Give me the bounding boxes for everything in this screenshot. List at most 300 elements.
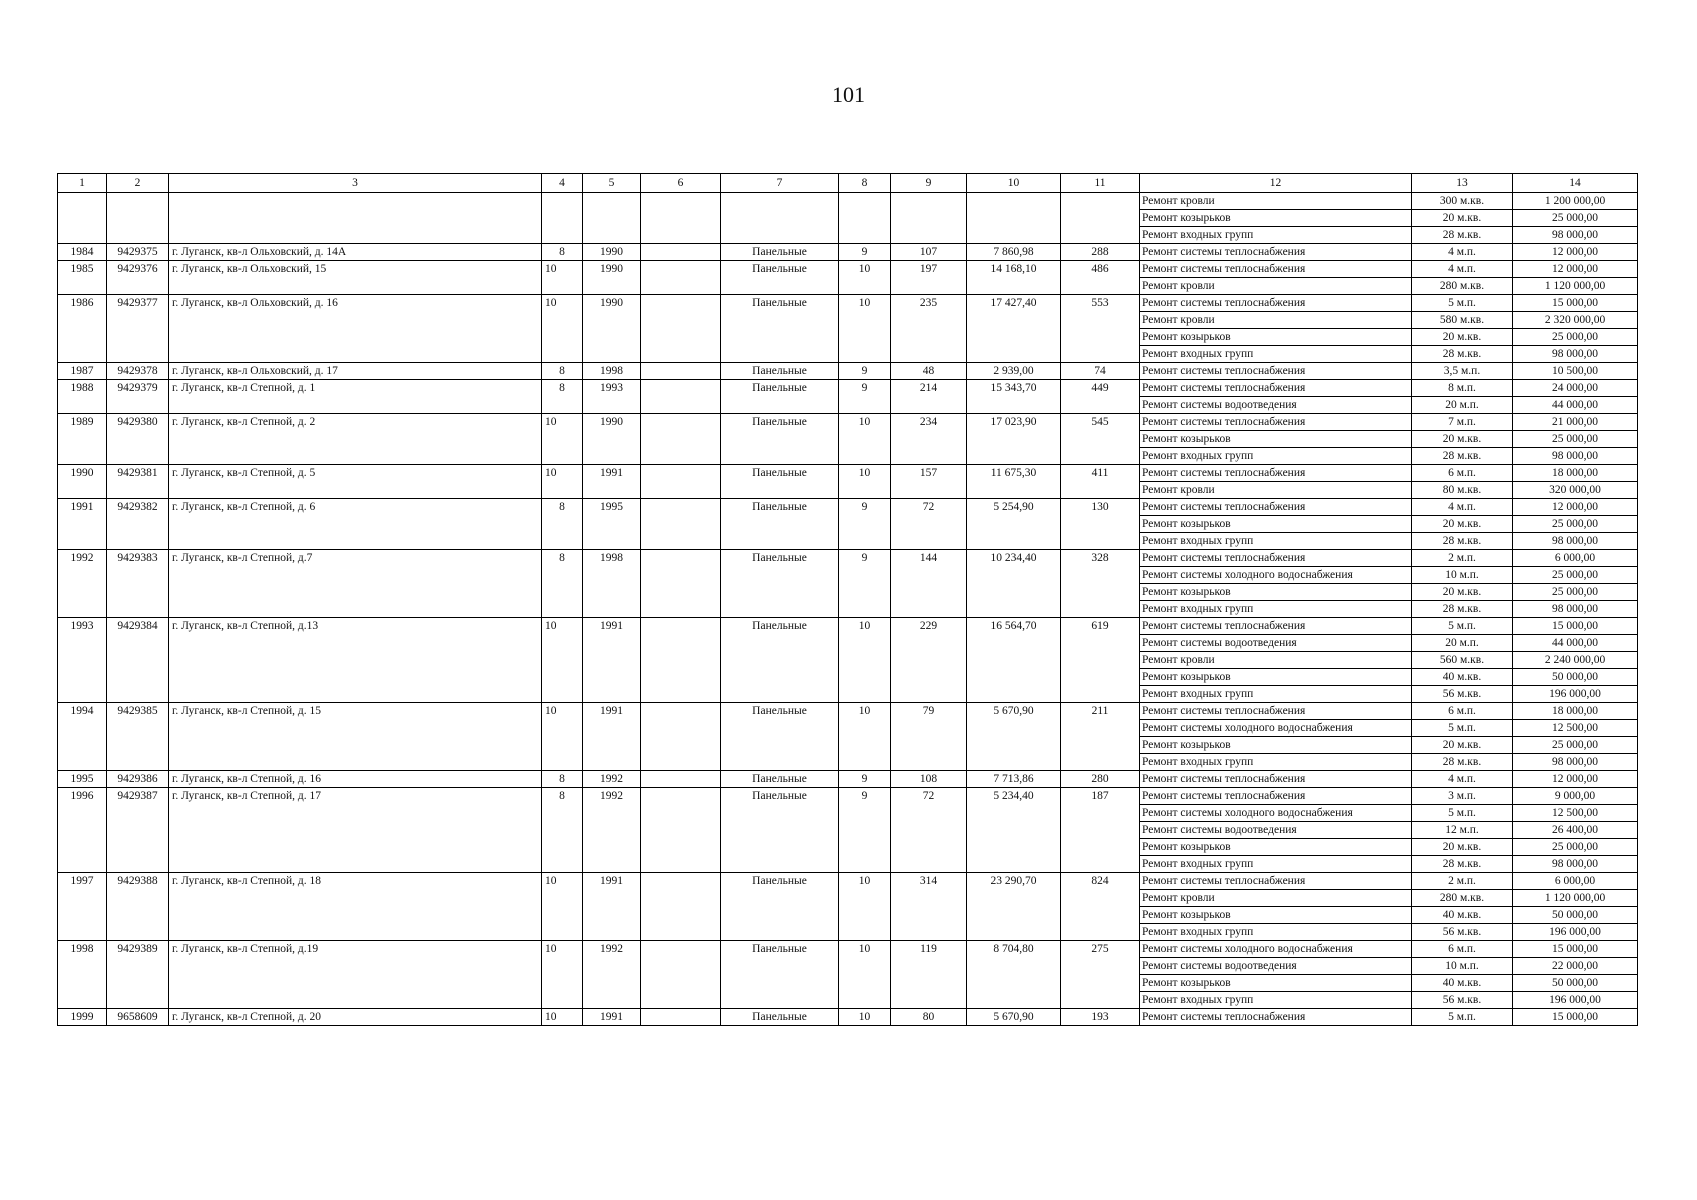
col11-value: 328 (1061, 550, 1140, 618)
col4-value: 10 (542, 703, 583, 771)
address: г. Луганск, кв-л Степной, д. 5 (169, 465, 542, 499)
work-name: Ремонт системы холодного водоснабжения (1140, 941, 1412, 958)
col8-value: 10 (839, 703, 891, 771)
building-code: 9429385 (107, 703, 169, 771)
wall-material: Панельные (721, 414, 839, 465)
table-row (58, 380, 1638, 397)
col6-value (641, 465, 721, 499)
col8-value: 9 (839, 380, 891, 414)
col6-value (641, 261, 721, 295)
work-quantity: 20 м.кв. (1412, 431, 1513, 448)
col9-value (891, 193, 967, 244)
table-row (58, 788, 1638, 805)
col5-value: 1993 (583, 380, 641, 414)
work-name: Ремонт системы теплоснабжения (1140, 295, 1412, 312)
work-quantity: 6 м.п. (1412, 465, 1513, 482)
col11-value: 130 (1061, 499, 1140, 550)
col9-value: 197 (891, 261, 967, 295)
work-name: Ремонт системы теплоснабжения (1140, 244, 1412, 261)
col6-value (641, 1009, 721, 1026)
work-cost: 12 500,00 (1513, 720, 1638, 737)
work-quantity: 28 м.кв. (1412, 533, 1513, 550)
work-cost: 320 000,00 (1513, 482, 1638, 499)
wall-material: Панельные (721, 1009, 839, 1026)
work-cost: 196 000,00 (1513, 992, 1638, 1009)
work-cost: 25 000,00 (1513, 431, 1638, 448)
building-code (107, 193, 169, 244)
work-cost: 98 000,00 (1513, 346, 1638, 363)
col9-value: 229 (891, 618, 967, 703)
col8-value: 9 (839, 363, 891, 380)
record-number: 1994 (58, 703, 107, 771)
page-number: 101 (832, 82, 865, 107)
work-quantity: 40 м.кв. (1412, 669, 1513, 686)
column-header: 10 (967, 174, 1061, 193)
column-header: 2 (107, 174, 169, 193)
table-row (58, 193, 1638, 210)
col11-value: 275 (1061, 941, 1140, 1009)
wall-material: Панельные (721, 771, 839, 788)
repair-table-container (57, 173, 1637, 1026)
col9-value: 80 (891, 1009, 967, 1026)
col5-value: 1990 (583, 295, 641, 363)
building-code: 9429384 (107, 618, 169, 703)
work-cost: 12 000,00 (1513, 499, 1638, 516)
col11-value: 619 (1061, 618, 1140, 703)
col11-value: 545 (1061, 414, 1140, 465)
col4-value: 8 (542, 550, 583, 618)
work-quantity: 280 м.кв. (1412, 278, 1513, 295)
table-row (58, 703, 1638, 720)
col6-value (641, 244, 721, 261)
work-quantity: 4 м.п. (1412, 771, 1513, 788)
wall-material: Панельные (721, 380, 839, 414)
address: г. Луганск, кв-л Ольховский, д. 14А (169, 244, 542, 261)
work-cost: 1 120 000,00 (1513, 890, 1638, 907)
col11-value: 486 (1061, 261, 1140, 295)
record-number: 1990 (58, 465, 107, 499)
work-quantity: 20 м.п. (1412, 397, 1513, 414)
building-code: 9429387 (107, 788, 169, 873)
address: г. Луганск, кв-л Ольховский, д. 16 (169, 295, 542, 363)
work-cost: 6 000,00 (1513, 550, 1638, 567)
work-name: Ремонт входных групп (1140, 448, 1412, 465)
building-code: 9429388 (107, 873, 169, 941)
work-quantity: 5 м.п. (1412, 1009, 1513, 1026)
col5-value: 1991 (583, 465, 641, 499)
col4-value: 10 (542, 618, 583, 703)
wall-material: Панельные (721, 941, 839, 1009)
work-quantity: 8 м.п. (1412, 380, 1513, 397)
work-cost: 98 000,00 (1513, 856, 1638, 873)
address: г. Луганск, кв-л Степной, д.13 (169, 618, 542, 703)
col9-value: 119 (891, 941, 967, 1009)
wall-material: Панельные (721, 873, 839, 941)
table-body (58, 193, 1638, 1026)
work-cost: 98 000,00 (1513, 448, 1638, 465)
address: г. Луганск, кв-л Степной, д.19 (169, 941, 542, 1009)
col10-value: 5 234,40 (967, 788, 1061, 873)
work-name: Ремонт системы холодного водоснабжения (1140, 805, 1412, 822)
work-quantity: 2 м.п. (1412, 873, 1513, 890)
col10-value: 23 290,70 (967, 873, 1061, 941)
col11-value: 280 (1061, 771, 1140, 788)
address: г. Луганск, кв-л Степной, д. 2 (169, 414, 542, 465)
col11-value: 211 (1061, 703, 1140, 771)
work-name: Ремонт кровли (1140, 482, 1412, 499)
address: г. Луганск, кв-л Степной, д. 18 (169, 873, 542, 941)
work-name: Ремонт входных групп (1140, 227, 1412, 244)
col5-value: 1991 (583, 873, 641, 941)
work-cost: 2 240 000,00 (1513, 652, 1638, 669)
col8-value: 10 (839, 873, 891, 941)
table-row (58, 771, 1638, 788)
record-number: 1991 (58, 499, 107, 550)
record-number: 1986 (58, 295, 107, 363)
column-header: 1 (58, 174, 107, 193)
work-cost: 25 000,00 (1513, 516, 1638, 533)
work-quantity: 300 м.кв. (1412, 193, 1513, 210)
work-cost: 98 000,00 (1513, 533, 1638, 550)
work-name: Ремонт системы теплоснабжения (1140, 873, 1412, 890)
wall-material: Панельные (721, 499, 839, 550)
col5-value: 1992 (583, 788, 641, 873)
address: г. Луганск, кв-л Степной, д.7 (169, 550, 542, 618)
work-cost: 2 320 000,00 (1513, 312, 1638, 329)
work-cost: 10 500,00 (1513, 363, 1638, 380)
work-cost: 12 000,00 (1513, 244, 1638, 261)
building-code: 9429379 (107, 380, 169, 414)
record-number: 1987 (58, 363, 107, 380)
col8-value: 10 (839, 261, 891, 295)
col4-value: 10 (542, 261, 583, 295)
record-number: 1995 (58, 771, 107, 788)
col5-value: 1991 (583, 1009, 641, 1026)
col6-value (641, 703, 721, 771)
work-quantity: 3 м.п. (1412, 788, 1513, 805)
record-number: 1996 (58, 788, 107, 873)
work-quantity: 5 м.п. (1412, 805, 1513, 822)
col5-value: 1998 (583, 550, 641, 618)
work-quantity: 10 м.п. (1412, 567, 1513, 584)
work-cost: 50 000,00 (1513, 907, 1638, 924)
building-code: 9429377 (107, 295, 169, 363)
work-name: Ремонт системы холодного водоснабжения (1140, 567, 1412, 584)
col8-value: 10 (839, 941, 891, 1009)
work-cost: 25 000,00 (1513, 210, 1638, 227)
col8-value: 10 (839, 618, 891, 703)
column-header: 12 (1140, 174, 1412, 193)
work-cost: 12 000,00 (1513, 771, 1638, 788)
work-name: Ремонт системы теплоснабжения (1140, 465, 1412, 482)
work-name: Ремонт системы теплоснабжения (1140, 261, 1412, 278)
work-cost: 98 000,00 (1513, 227, 1638, 244)
col10-value: 14 168,10 (967, 261, 1061, 295)
col10-value: 7 860,98 (967, 244, 1061, 261)
work-cost: 1 200 000,00 (1513, 193, 1638, 210)
col10-value: 16 564,70 (967, 618, 1061, 703)
record-number: 1999 (58, 1009, 107, 1026)
work-name: Ремонт входных групп (1140, 346, 1412, 363)
work-name: Ремонт кровли (1140, 652, 1412, 669)
col6-value (641, 550, 721, 618)
col9-value: 72 (891, 499, 967, 550)
work-quantity: 20 м.п. (1412, 635, 1513, 652)
table-row (58, 295, 1638, 312)
work-quantity: 560 м.кв. (1412, 652, 1513, 669)
column-header: 3 (169, 174, 542, 193)
address: г. Луганск, кв-л Степной, д. 20 (169, 1009, 542, 1026)
column-header: 5 (583, 174, 641, 193)
work-quantity: 40 м.кв. (1412, 907, 1513, 924)
work-name: Ремонт системы теплоснабжения (1140, 771, 1412, 788)
work-name: Ремонт козырьков (1140, 669, 1412, 686)
wall-material: Панельные (721, 703, 839, 771)
column-header: 6 (641, 174, 721, 193)
col9-value: 314 (891, 873, 967, 941)
col4-value: 10 (542, 1009, 583, 1026)
work-cost: 196 000,00 (1513, 686, 1638, 703)
col9-value: 48 (891, 363, 967, 380)
work-quantity: 20 м.кв. (1412, 329, 1513, 346)
work-cost: 15 000,00 (1513, 295, 1638, 312)
wall-material: Панельные (721, 550, 839, 618)
col5-value: 1991 (583, 618, 641, 703)
col4-value: 10 (542, 873, 583, 941)
work-cost: 98 000,00 (1513, 601, 1638, 618)
table-row (58, 618, 1638, 635)
col11-value: 74 (1061, 363, 1140, 380)
work-cost: 44 000,00 (1513, 397, 1638, 414)
column-header: 9 (891, 174, 967, 193)
column-header: 4 (542, 174, 583, 193)
col8-value: 10 (839, 1009, 891, 1026)
table-row (58, 465, 1638, 482)
repair-table (57, 173, 1638, 1026)
address: г. Луганск, кв-л Степной, д. 16 (169, 771, 542, 788)
work-quantity: 4 м.п. (1412, 499, 1513, 516)
work-cost: 1 120 000,00 (1513, 278, 1638, 295)
record-number: 1984 (58, 244, 107, 261)
col11-value: 824 (1061, 873, 1140, 941)
work-cost: 12 000,00 (1513, 261, 1638, 278)
building-code: 9429386 (107, 771, 169, 788)
col10-value: 5 254,90 (967, 499, 1061, 550)
column-header: 14 (1513, 174, 1638, 193)
wall-material: Панельные (721, 618, 839, 703)
work-name: Ремонт входных групп (1140, 686, 1412, 703)
work-name: Ремонт входных групп (1140, 533, 1412, 550)
col11-value: 411 (1061, 465, 1140, 499)
record-number: 1988 (58, 380, 107, 414)
col10-value: 5 670,90 (967, 703, 1061, 771)
col10-value: 15 343,70 (967, 380, 1061, 414)
col9-value: 157 (891, 465, 967, 499)
work-cost: 25 000,00 (1513, 329, 1638, 346)
work-name: Ремонт кровли (1140, 312, 1412, 329)
address (169, 193, 542, 244)
work-cost: 15 000,00 (1513, 1009, 1638, 1026)
address: г. Луганск, кв-л Степной, д. 17 (169, 788, 542, 873)
work-name: Ремонт системы теплоснабжения (1140, 788, 1412, 805)
table-row (58, 244, 1638, 261)
work-cost: 15 000,00 (1513, 618, 1638, 635)
work-quantity: 40 м.кв. (1412, 975, 1513, 992)
work-cost: 98 000,00 (1513, 754, 1638, 771)
table-row (58, 550, 1638, 567)
building-code: 9429376 (107, 261, 169, 295)
col4-value: 8 (542, 499, 583, 550)
col10-value (967, 193, 1061, 244)
col10-value: 8 704,80 (967, 941, 1061, 1009)
work-name: Ремонт системы теплоснабжения (1140, 414, 1412, 431)
work-cost: 9 000,00 (1513, 788, 1638, 805)
col8-value (839, 193, 891, 244)
wall-material (721, 193, 839, 244)
work-quantity: 20 м.кв. (1412, 584, 1513, 601)
work-cost: 21 000,00 (1513, 414, 1638, 431)
work-name: Ремонт козырьков (1140, 516, 1412, 533)
col6-value (641, 788, 721, 873)
col8-value: 10 (839, 295, 891, 363)
col11-value: 449 (1061, 380, 1140, 414)
work-name: Ремонт системы водоотведения (1140, 635, 1412, 652)
work-name: Ремонт системы теплоснабжения (1140, 618, 1412, 635)
work-name: Ремонт системы теплоснабжения (1140, 380, 1412, 397)
address: г. Луганск, кв-л Ольховский, 15 (169, 261, 542, 295)
work-name: Ремонт козырьков (1140, 737, 1412, 754)
wall-material: Панельные (721, 788, 839, 873)
address: г. Луганск, кв-л Степной, д. 15 (169, 703, 542, 771)
record-number: 1993 (58, 618, 107, 703)
work-cost: 18 000,00 (1513, 703, 1638, 720)
work-name: Ремонт системы теплоснабжения (1140, 550, 1412, 567)
col8-value: 9 (839, 244, 891, 261)
col4-value: 10 (542, 414, 583, 465)
col5-value: 1995 (583, 499, 641, 550)
work-name: Ремонт козырьков (1140, 584, 1412, 601)
work-name: Ремонт козырьков (1140, 975, 1412, 992)
wall-material: Панельные (721, 465, 839, 499)
wall-material: Панельные (721, 295, 839, 363)
col4-value (542, 193, 583, 244)
col6-value (641, 380, 721, 414)
work-name: Ремонт системы теплоснабжения (1140, 499, 1412, 516)
col9-value: 72 (891, 788, 967, 873)
work-name: Ремонт входных групп (1140, 992, 1412, 1009)
table-row (58, 499, 1638, 516)
table-row (58, 363, 1638, 380)
record-number: 1992 (58, 550, 107, 618)
col6-value (641, 873, 721, 941)
work-name: Ремонт входных групп (1140, 924, 1412, 941)
work-quantity: 20 м.кв. (1412, 839, 1513, 856)
work-quantity: 56 м.кв. (1412, 924, 1513, 941)
work-quantity: 6 м.п. (1412, 941, 1513, 958)
work-quantity: 56 м.кв. (1412, 686, 1513, 703)
col4-value: 8 (542, 363, 583, 380)
col9-value: 214 (891, 380, 967, 414)
col9-value: 144 (891, 550, 967, 618)
work-quantity: 28 м.кв. (1412, 346, 1513, 363)
work-quantity: 4 м.п. (1412, 244, 1513, 261)
work-name: Ремонт системы холодного водоснабжения (1140, 720, 1412, 737)
building-code: 9429380 (107, 414, 169, 465)
col4-value: 8 (542, 244, 583, 261)
col6-value (641, 295, 721, 363)
col8-value: 10 (839, 465, 891, 499)
work-quantity: 5 м.п. (1412, 618, 1513, 635)
table-row (58, 1009, 1638, 1026)
col11-value: 553 (1061, 295, 1140, 363)
work-quantity: 10 м.п. (1412, 958, 1513, 975)
col10-value: 11 675,30 (967, 465, 1061, 499)
record-number: 1985 (58, 261, 107, 295)
work-quantity: 280 м.кв. (1412, 890, 1513, 907)
work-quantity: 12 м.п. (1412, 822, 1513, 839)
column-header: 7 (721, 174, 839, 193)
col6-value (641, 414, 721, 465)
address: г. Луганск, кв-л Степной, д. 1 (169, 380, 542, 414)
work-quantity: 5 м.п. (1412, 295, 1513, 312)
address: г. Луганск, кв-л Степной, д. 6 (169, 499, 542, 550)
col11-value: 288 (1061, 244, 1140, 261)
work-cost: 6 000,00 (1513, 873, 1638, 890)
col10-value: 17 023,90 (967, 414, 1061, 465)
col8-value: 9 (839, 499, 891, 550)
col10-value: 5 670,90 (967, 1009, 1061, 1026)
address: г. Луганск, кв-л Ольховский, д. 17 (169, 363, 542, 380)
column-header: 13 (1412, 174, 1513, 193)
col9-value: 108 (891, 771, 967, 788)
work-quantity: 28 м.кв. (1412, 227, 1513, 244)
work-quantity: 20 м.кв. (1412, 210, 1513, 227)
col8-value: 10 (839, 414, 891, 465)
work-quantity: 6 м.п. (1412, 703, 1513, 720)
building-code: 9429381 (107, 465, 169, 499)
table-row (58, 261, 1638, 278)
col9-value: 107 (891, 244, 967, 261)
work-quantity: 20 м.кв. (1412, 737, 1513, 754)
work-name: Ремонт системы теплоснабжения (1140, 363, 1412, 380)
work-name: Ремонт входных групп (1140, 856, 1412, 873)
work-name: Ремонт кровли (1140, 193, 1412, 210)
col4-value: 10 (542, 295, 583, 363)
work-quantity: 2 м.п. (1412, 550, 1513, 567)
work-name: Ремонт системы водоотведения (1140, 397, 1412, 414)
work-cost: 18 000,00 (1513, 465, 1638, 482)
building-code: 9429382 (107, 499, 169, 550)
work-quantity: 28 м.кв. (1412, 601, 1513, 618)
col8-value: 9 (839, 788, 891, 873)
col4-value: 10 (542, 941, 583, 1009)
work-quantity: 5 м.п. (1412, 720, 1513, 737)
work-cost: 25 000,00 (1513, 737, 1638, 754)
work-name: Ремонт системы водоотведения (1140, 958, 1412, 975)
building-code: 9429383 (107, 550, 169, 618)
work-cost: 15 000,00 (1513, 941, 1638, 958)
building-code: 9429389 (107, 941, 169, 1009)
col9-value: 234 (891, 414, 967, 465)
record-number (58, 193, 107, 244)
col9-value: 79 (891, 703, 967, 771)
work-cost: 25 000,00 (1513, 567, 1638, 584)
work-name: Ремонт козырьков (1140, 210, 1412, 227)
work-cost: 25 000,00 (1513, 584, 1638, 601)
col5-value: 1992 (583, 771, 641, 788)
col5-value: 1992 (583, 941, 641, 1009)
col6-value (641, 941, 721, 1009)
